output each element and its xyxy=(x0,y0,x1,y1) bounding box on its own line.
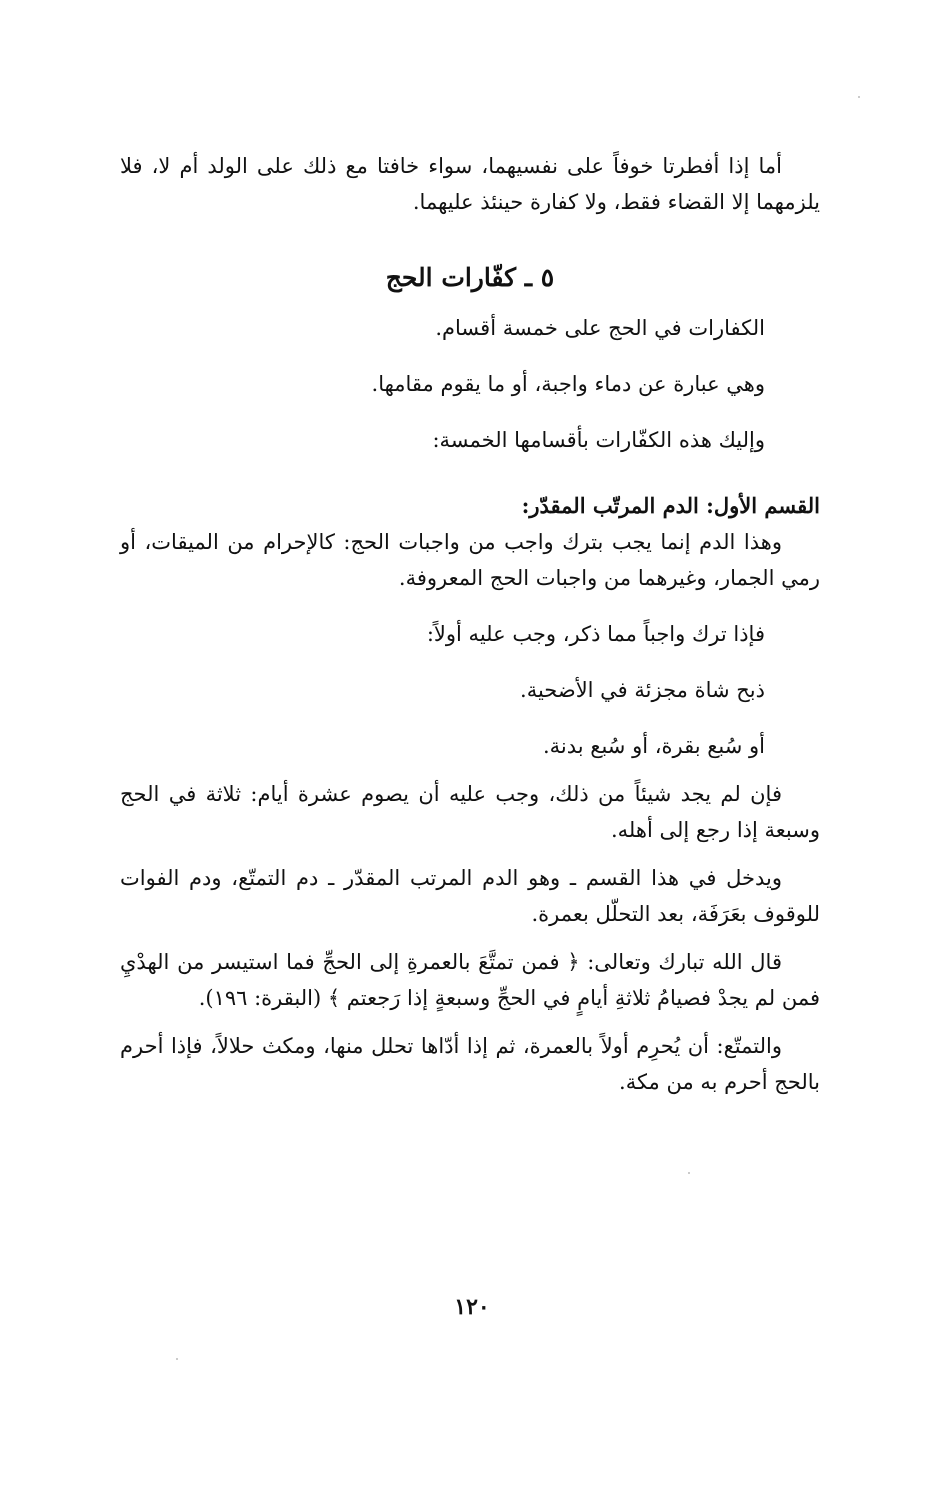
paragraph-first-duty: فإذا ترك واجباً مما ذكر، وجب عليه أولاً: xyxy=(426,622,765,646)
paragraph-lead-in: وإليك هذه الكفّارات بأقسامها الخمسة: xyxy=(432,428,765,452)
paragraph-definition: وهي عبارة عن دماء واجبة، أو ما يقوم مقامها. xyxy=(371,372,765,396)
chapter-heading: ٥ ـ كفّارات الحج xyxy=(385,263,555,292)
paragraph-alternative: أو سُبع بقرة، أو سُبع بدنة. xyxy=(542,734,765,758)
paragraph-tamattu-blood: ويدخل في هذا القسم ـ وهو الدم المرتب المقدّر ـ دم التمتّع، ودم الفوات للوقوف بعَرَفَة، بعد التحلّل بعمرة. xyxy=(120,866,820,926)
intro-paragraph: أما إذا أفطرتا خوفاً على نفسيهما، سواء خافتا مع ذلك على الولد أم لا، فلا يلزمهما إلا القضاء فقط، ولا كفارة حينئذ عليهما. xyxy=(120,154,820,214)
paragraph-sacrifice: ذبح شاة مجزئة في الأضحية. xyxy=(520,678,765,702)
paragraph-obligation: وهذا الدم إنما يجب بترك واجب من واجبات الحج: كالإحرام من الميقات، أو رمي الجمار، وغيرهما من واجبات الحج المعروفة. xyxy=(120,530,820,590)
paragraph-fasting: فإن لم يجد شيئاً من ذلك، وجب عليه أن يصوم عشرة أيام: ثلاثة في الحج وسبعة إذا رجع إلى أهله. xyxy=(120,782,820,842)
section-title: القسم الأول: الدم المرتّب المقدّر: xyxy=(521,493,820,518)
paragraph-sections-count: الكفارات في الحج على خمسة أقسام. xyxy=(435,316,765,340)
paragraph-quran-verse: قال الله تبارك وتعالى: ﴿ فمن تمتَّعَ بالعمرةِ إلى الحجِّ فما استيسر من الهدْيِ فمن لم يجدْ فصيامُ ثلاثةِ أيامٍ في الحجِّ وسبعةٍ إذا رَجعتم ﴾ (البقرة: ١٩٦). xyxy=(120,950,820,1010)
scan-speck xyxy=(176,1358,178,1360)
scan-speck xyxy=(858,96,860,98)
paragraph-tamattu-definition: والتمتّع: أن يُحرِم أولاً بالعمرة، ثم إذا أدّاها تحلل منها، ومكث حلالاً، فإذا أحرم بالحج أحرم به من مكة. xyxy=(120,1034,820,1094)
intro-block xyxy=(120,310,820,458)
page-number: ١٢٠ xyxy=(454,1294,490,1320)
list-block xyxy=(120,616,820,764)
page-body xyxy=(120,148,820,1100)
scan-speck xyxy=(688,1172,690,1174)
